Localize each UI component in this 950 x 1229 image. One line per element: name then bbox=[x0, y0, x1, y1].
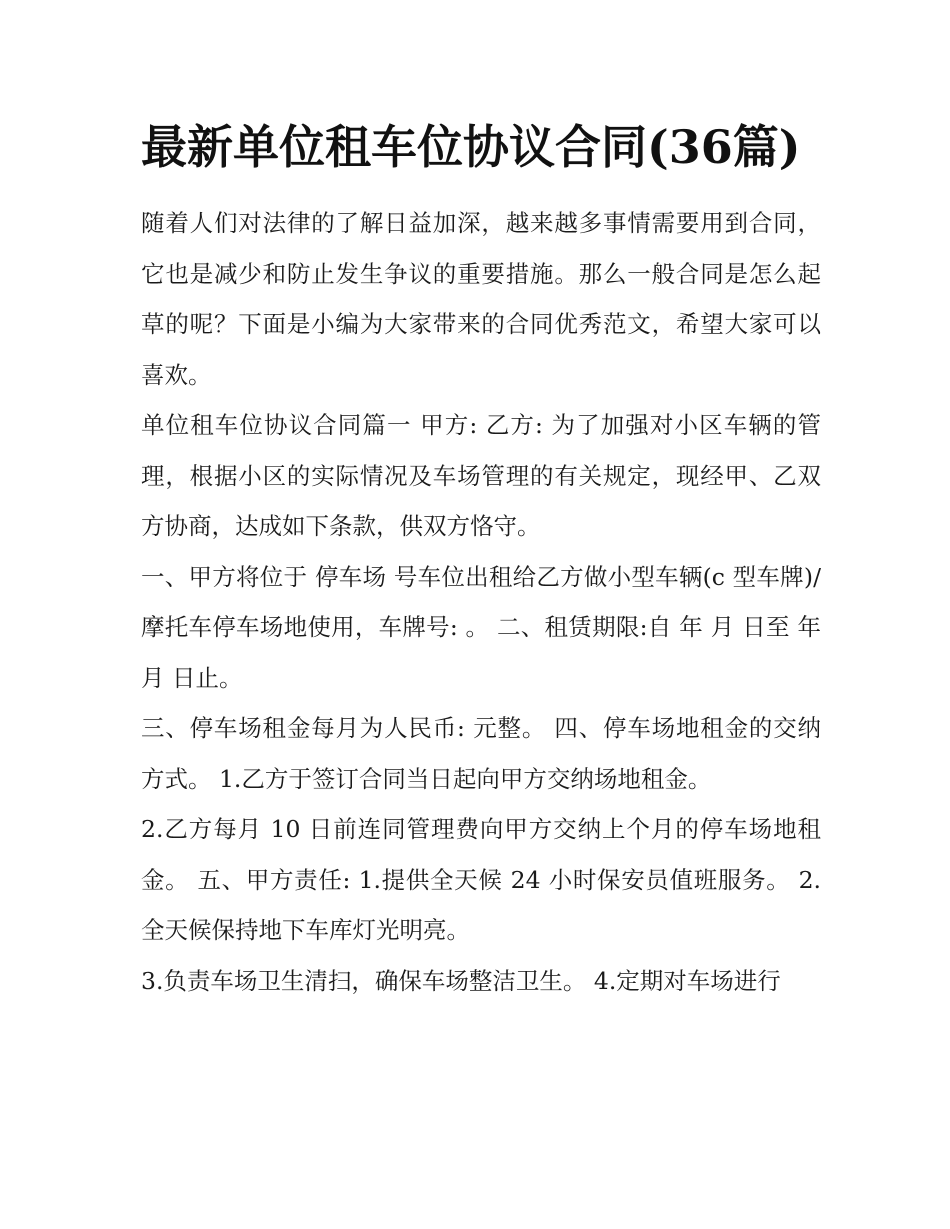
paragraph-intro: 随着人们对法律的了解日益加深，越来越多事情需要用到合同，它也是减少和防止发生争议的重要措施。那么一般合同是怎么起草的呢？下面是小编为大家带来的合同优秀范文，希望大家可以喜欢。 bbox=[141, 209, 821, 389]
paragraph-clause-3-4: 三、停车场租金每月为人民币: 元整。 四、停车场地租金的交纳方式。 1.乙方于签订合同当日起向甲方交纳场地租金。 bbox=[141, 714, 821, 793]
paragraph-clause-1-2: 一、甲方将位于 停车场 号车位出租给乙方做小型车辆(c 型车牌)/摩托车停车场地使用，车牌号: 。 二、租赁期限:自 年 月 日至 年 月 日止。 bbox=[141, 562, 821, 692]
paragraph-clause-5-cont: 3.负责车场卫生清扫，确保车场整洁卫生。 4.定期对车场进行 bbox=[141, 966, 781, 995]
paragraph-clause-4-5: 2.乙方每月 10 日前连同管理费向甲方交纳上个月的停车场地租金。 五、甲方责任: 1.提供全天候 24 小时保安员值班服务。 2.全天候保持地下车库灯光明亮。 bbox=[141, 815, 821, 944]
paragraph-contract-header: 单位租车位协议合同篇一 甲方: 乙方: 为了加强对小区车辆的管理，根据小区的实际情况及车场管理的有关规定，现经甲、乙双方协商，达成如下条款，供双方恪守。 bbox=[141, 411, 821, 540]
document-body bbox=[141, 108, 821, 1006]
document-title: 最新单位租车位协议合同(36篇) bbox=[141, 120, 801, 174]
